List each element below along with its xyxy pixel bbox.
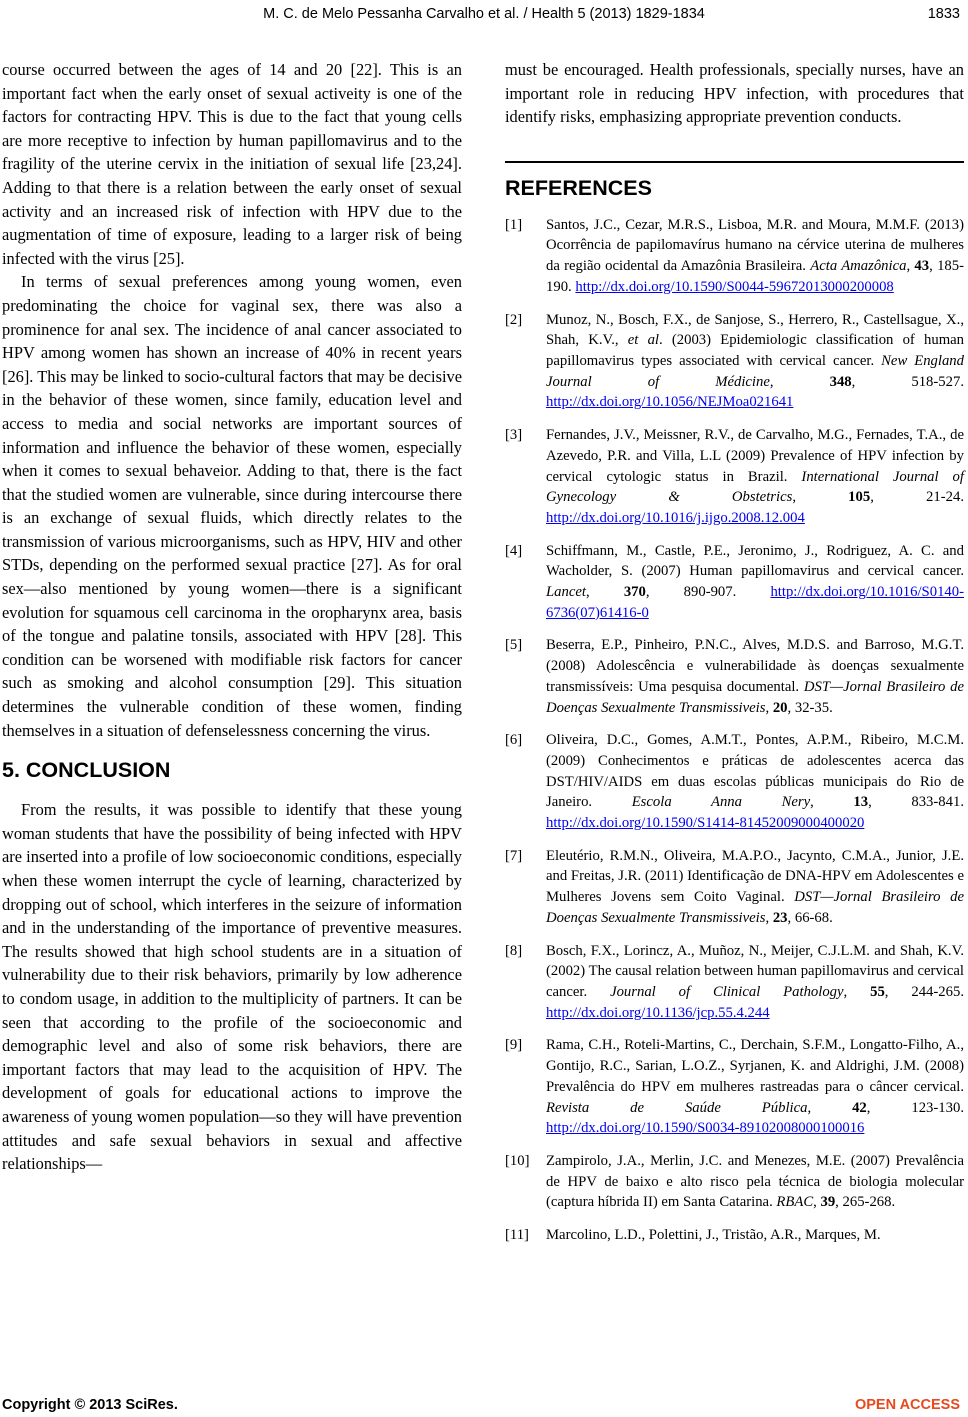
reference-text: [546, 1227, 881, 1243]
reference-text: [546, 943, 964, 1021]
reference-volume: 43: [914, 258, 930, 275]
reference-volume: 370: [623, 584, 646, 601]
reference-authors-title: Santos, J.C., Cezar, M.R.S., Lisboa, M.R. and Moura, M.M.F. (2013) Ocorrência de papilomavírus humano na cérvice uterina de mulheres da região ocidental da Amazônia Brasileira.: [546, 216, 964, 275]
reference-doi-link[interactable]: http://dx.doi.org/10.1590/S0034-89102008000100016: [546, 1120, 865, 1137]
reference-et-al: et al: [627, 332, 660, 349]
page-header: [0, 0, 968, 30]
reference-journal: Journal of Clinical Pathology: [610, 983, 844, 1000]
reference-separator: ,: [765, 909, 773, 926]
reference-separator: ,: [813, 1194, 821, 1211]
reference-pages: , 244-265.: [884, 983, 964, 1000]
reference-volume: 13: [853, 794, 869, 811]
reference-number: [3]: [505, 427, 523, 444]
reference-doi-link[interactable]: http://dx.doi.org/10.1590/S1414-81452009000400020: [546, 815, 865, 832]
reference-pages: , 21-24.: [870, 489, 964, 506]
reference-authors-title: Munoz, N., Bosch, F.X., de Sanjose, S., Herrero, R., Castellsague, X., Shah, K.V.,: [546, 311, 964, 349]
reference-item: [505, 425, 964, 529]
reference-volume: 20: [772, 699, 788, 716]
reference-journal: New England Journal of Médicine: [546, 353, 964, 390]
body-paragraph: From the results, it was possible to identify that these young woman students that have the possibility of being infected with HPV are inserted into a profile of low socioeconomic conditions, especially when these women interrupt the cycle of learning, characterized by dropping out of school, which interferes in the seizure of information and in the understanding of the importance of preventive measures. The results showed that high school students are in a situation of vulnerability due to their risk behaviors, primarily by low adherence to condom usage, in addition to the multiplicity of partners. It can be seen that according to the profile of the socioeconomic and demographic level and also of some risk behaviors, there are important factors that may lead to the acquisition of HPV. The development of goals for educational actions to improve the awareness of young women population—so they will have prevention attitudes and safe sexual behaviors in sexual and affective relationships—: [2, 800, 462, 1174]
running-head: M. C. de Melo Pessanha Carvalho et al. / Health 5 (2013) 1829-1834: [263, 6, 705, 22]
page-number: 1833: [927, 6, 960, 22]
reference-authors-title: Schiffmann, M., Castle, P.E., Jeronimo, J., Rodriguez, A. C. and Wacholder, S. (2007) Human papillomavirus and cervical cancer.: [546, 542, 964, 580]
reference-separator: ,: [769, 373, 830, 390]
reference-authors-title: Oliveira, D.C., Gomes, A.M.T., Pontes, A.P.M., Ribeiro, M.C.M. (2009) Conhecimentos e práticas de adolescentes acerca das DST/HIV/AIDS em duas escolas públicas municipais do Rio de Janeiro.: [546, 732, 964, 811]
reference-pages: , 833-841.: [868, 794, 964, 811]
reference-item: [505, 941, 964, 1024]
reference-number: [1]: [505, 216, 523, 233]
reference-pages: , 123-130.: [866, 1099, 964, 1116]
reference-item: [505, 730, 964, 834]
reference-pages: , 890-907.: [645, 584, 771, 601]
reference-volume: 23: [772, 909, 788, 926]
page-footer: [0, 1397, 968, 1417]
reference-number: [8]: [505, 942, 523, 959]
reference-separator: ,: [906, 258, 915, 275]
reference-separator: ,: [843, 983, 871, 1000]
reference-separator: ,: [585, 584, 624, 601]
body-paragraph: course occurred between the ages of 14 and 20 [22]. This is an important fact when the early onset of sexual activeity is one of the factors for contracting HPV. This is due to the fact that young cells are more receptive to infection by human papillomavirus and to the fragility of the uterine cervix in the initiation of sexual life [23,24]. Adding to that there is a relation between the early onset of sexual activity and an increased risk of infection with HPV due to the augmentation of time of exposure, leading to a larger risk of being infected with the virus [25].: [2, 60, 462, 268]
reference-number: [7]: [505, 847, 523, 864]
reference-authors-title: Marcolino, L.D., Polettini, J., Tristão, A.R., Marques, M.: [546, 1227, 881, 1244]
reference-journal: Acta Amazônica: [810, 258, 907, 275]
reference-separator: ,: [807, 1099, 853, 1116]
reference-separator: ,: [765, 699, 773, 716]
reference-doi-link[interactable]: http://dx.doi.org/10.1016/S0140-6736(07)61416-0: [546, 584, 964, 621]
reference-number: [2]: [505, 311, 523, 328]
references-heading: REFERENCES: [505, 175, 652, 200]
reference-text: [546, 312, 964, 411]
reference-journal: Lancet: [546, 584, 586, 601]
reference-text: [546, 427, 964, 526]
reference-volume: 39: [820, 1194, 836, 1211]
reference-separator: ,: [792, 489, 849, 506]
reference-journal: DST—Jornal Brasileiro de Doenças Sexualmente Transmissiveis: [546, 678, 964, 716]
reference-pages: , 66-68.: [787, 909, 833, 926]
reference-item: [505, 310, 964, 414]
reference-title: . (2003) Epidemiologic classification of human papillomavirus types associated with cervical cancer.: [546, 332, 964, 369]
reference-authors-title: Bosch, F.X., Lorincz, A., Muñoz, N., Meijer, C.J.L.M. and Shah, K.V. (2002) The causal relation between human papillomavirus and cervical cancer.: [546, 942, 964, 1000]
reference-pages: , 518-527.: [851, 373, 964, 390]
section-divider: [505, 161, 964, 163]
reference-volume: 348: [829, 373, 852, 390]
reference-item: [505, 1035, 964, 1139]
reference-journal: RBAC: [776, 1194, 814, 1211]
reference-volume: 105: [848, 489, 871, 506]
reference-doi-link[interactable]: http://dx.doi.org/10.1016/j.ijgo.2008.12.004: [546, 509, 805, 526]
reference-authors-title: Beserra, E.P., Pinheiro, P.N.C., Alves, M.D.S. and Barroso, M.G.T. (2008) Adolescência e vulnerabilidade às doenças sexualmente transmissíveis: Uma pesquisa documental.: [546, 637, 964, 695]
reference-item: [505, 1225, 964, 1246]
copyright-notice: Copyright © 2013 SciRes.: [2, 1397, 178, 1413]
reference-item: [505, 635, 964, 718]
reference-doi-link[interactable]: http://dx.doi.org/10.1056/NEJMoa021641: [546, 394, 794, 411]
reference-volume: 42: [852, 1099, 867, 1116]
reference-text: [546, 848, 964, 926]
reference-item: [505, 215, 964, 298]
open-access-label: OPEN ACCESS: [854, 1397, 960, 1413]
reference-authors-title: Rama, C.H., Roteli-Martins, C., Derchain, S.F.M., Longatto-Filho, A., Gontijo, R.C., Sarian, L.O.Z., Syrjanen, K. and Aldrighi, J.M. (2008) Prevalência do HPV em mulheres rastreadas para o câncer cervical.: [546, 1037, 964, 1095]
reference-journal: Escola Anna Nery: [631, 794, 811, 811]
right-column: [505, 58, 964, 1258]
reference-pages: , 32-35.: [787, 699, 833, 716]
reference-number: [5]: [505, 637, 523, 654]
reference-number: [11]: [505, 1227, 529, 1244]
reference-text: [546, 1037, 964, 1136]
reference-item: [505, 541, 964, 624]
conclusion-heading: 5. CONCLUSION: [2, 758, 171, 783]
reference-doi-link[interactable]: http://dx.doi.org/10.1590/S0044-59672013000200008: [575, 278, 894, 295]
reference-number: [9]: [505, 1037, 523, 1054]
reference-pages: , 185-190.: [546, 258, 964, 295]
reference-doi-link[interactable]: http://dx.doi.org/10.1136/jcp.55.4.244: [546, 1004, 770, 1021]
reference-text: [546, 637, 964, 715]
left-column: [2, 58, 462, 1176]
reference-authors-title: Fernandes, J.V., Meissner, R.V., de Carvalho, M.G., Fernades, T.A., de Azevedo, P.R. and Villa, L.L (2009) Prevalence of HPV infection by cervical cytologic status in Brazil.: [546, 427, 964, 485]
reference-item: [505, 846, 964, 929]
reference-number: [4]: [505, 542, 523, 559]
reference-number: [6]: [505, 732, 523, 749]
body-paragraph: must be encouraged. Health professionals, specially nurses, have an important role in reducing HPV infection, with procedures that identify risks, emphasizing appropriate prevention conducts.: [505, 60, 964, 127]
reference-number: [10]: [505, 1152, 530, 1169]
reference-pages: , 265-268.: [835, 1194, 896, 1211]
references-list: [505, 215, 964, 1246]
reference-text: [546, 732, 964, 831]
reference-separator: ,: [810, 794, 854, 811]
body-paragraph: In terms of sexual preferences among young women, even predominating the choice for vaginal sex, there was also a prominence for anal sex. The incidence of anal cancer associated to HPV among women has shown an increase of 40% in recent years [26]. This may be linked to socio-cultural factors that may be decisive in the behavior of these women, since family, education level and access to media and social networks are important sources of information and influence the behavior of these women, especially when it comes to sexual behaveior. Adding to that, there is the fact that the studied women are vulnerable, since during intercourse there is an exchange of sexual fluids, which directly relates to the transmission of various microorganisms, such as HPV, HIV and other STDs, depending on the performed sexual practice [27]. As for oral sex—also mentioned by young women—there is a significant evolution for squamous cell carcinoma in the oropharynx area, basis of the tongue and palatine tonsils, associated with HPV [28]. This condition can be worsened with modifiable risk factors for cancer such as smoking and alcohol consumption [29]. This situation determines the vulnerable condition of these women, finding themselves in a situation of defenselessness concerning the virus.: [2, 272, 462, 740]
reference-authors-title: Eleutério, R.M.N., Oliveira, M.A.P.O., Jacynto, C.M.A., Junior, J.E. and Freitas, J.R. (2011) Identificação de DNA-HPV em Adolescentes e Mulheres Jovens sem Coito Vaginal.: [546, 847, 964, 906]
reference-text: [546, 217, 964, 295]
reference-text: [546, 543, 964, 621]
reference-journal: Revista de Saúde Pública: [546, 1099, 808, 1116]
reference-volume: 55: [870, 983, 885, 1000]
reference-journal: DST—Jornal Brasileiro de Doenças Sexualmente Transmissiveis: [546, 889, 964, 926]
reference-text: [546, 1153, 964, 1210]
reference-journal: International Journal of Gynecology & Obstetrics: [546, 468, 964, 506]
reference-authors-title: Zampirolo, J.A., Merlin, J.C. and Menezes, M.E. (2007) Prevalência de HPV de baixo e alto risco pela técnica de biologia molecular (captura híbrida II) em Santa Catarina.: [546, 1152, 964, 1211]
reference-item: [505, 1151, 964, 1213]
